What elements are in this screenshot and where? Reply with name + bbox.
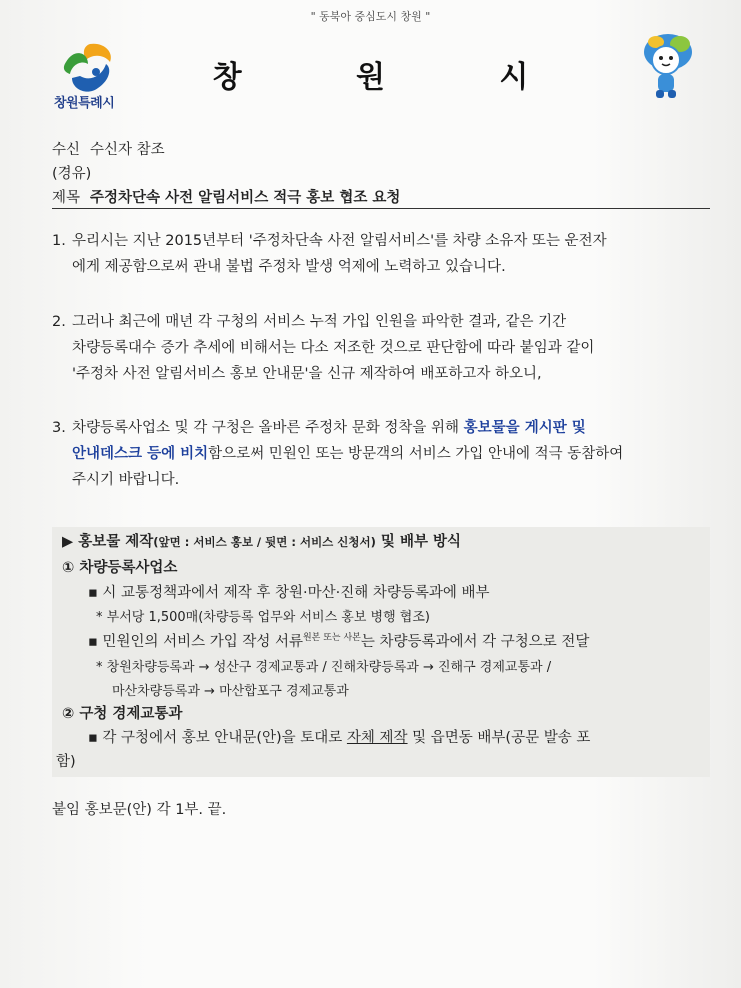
recipient-value: 수신자 참조 xyxy=(90,142,165,158)
bullet-text: ▪ 민원인의 서비스 가입 작성 서류 xyxy=(88,634,303,650)
bullet-text: ▪ 각 구청에서 홍보 안내문(안)을 토대로 xyxy=(88,730,347,746)
paragraph-line: 차량등록대수 증가 추세에 비해서는 다소 저조한 것으로 판단함에 따라 붙임과 같이 xyxy=(72,340,595,356)
paragraph-line xyxy=(72,441,717,467)
paragraph-line: '주정차 사전 알림서비스 홍보 안내문'을 신규 제작하여 배포하고자 하오니, xyxy=(72,366,542,382)
subject-line xyxy=(52,186,708,207)
subject-value: 주정차단속 사전 알림서비스 적극 홍보 협조 요청 xyxy=(90,190,401,206)
recipient-line xyxy=(52,138,165,159)
section-1-bullet-1: ▪ 시 교통정책과에서 제작 후 창원·마산·진해 차량등록과에 배부 xyxy=(88,585,490,601)
subject-divider xyxy=(52,208,710,209)
paragraph-3 xyxy=(52,415,717,493)
paragraph-line xyxy=(72,415,717,441)
section-2-bullet-1 xyxy=(88,726,590,747)
recipient-label: 수신 xyxy=(52,142,81,158)
attachment-line: 붙임 홍보문(안) 각 1부. 끝. xyxy=(52,802,227,818)
bullet-text: 및 읍면동 배부(공문 발송 포 xyxy=(407,730,591,746)
bullet-text: 는 차량등록과에서 각 구청으로 전달 xyxy=(360,634,590,650)
bullet-superscript: 원본 또는 사본 xyxy=(302,633,361,644)
section-2-title: ② 구청 경제교통과 xyxy=(62,706,183,722)
box-heading xyxy=(62,530,461,551)
paragraph-number: 2. xyxy=(52,314,66,330)
underlined-text: 자체 제작 xyxy=(346,730,408,746)
org-title: 창 원 시 xyxy=(212,60,581,95)
paragraph-line: 에게 제공함으로써 관내 불법 주정차 발생 억제에 노력하고 있습니다. xyxy=(72,259,506,275)
logo-caption: 창원특례시 xyxy=(54,96,115,111)
paragraph-number: 3. xyxy=(52,420,66,436)
paragraph-text: 함으로써 민원인 또는 방문객의 서비스 가입 안내에 적극 동참하여 xyxy=(208,446,624,462)
section-2-bullet-1-cont: 함) xyxy=(56,754,76,770)
paragraph-number: 1. xyxy=(52,233,66,249)
highlight-text: 홍보물을 게시판 및 xyxy=(463,420,586,436)
mascot-icon xyxy=(636,30,701,102)
subject-label: 제목 xyxy=(52,190,81,206)
paragraph-line: 우리시는 지난 2015년부터 '주정차단속 사전 알림서비스'를 차량 소유자 또는 운전자 xyxy=(72,233,607,249)
section-1-note-1: * 부서당 1,500매(차량등록 업무와 서비스 홍보 병행 협조) xyxy=(96,610,430,625)
paragraph-line: 주시기 바랍니다. xyxy=(72,472,180,488)
box-heading-tail: 및 배부 방식 xyxy=(375,534,462,550)
section-1-bullet-2 xyxy=(88,630,589,651)
section-1-note-2: * 창원차량등록과 → 성산구 경제교통과 / 진해차량등록과 → 진해구 경제교통과 / xyxy=(96,660,552,675)
box-heading-main: ▶ 홍보물 제작 xyxy=(62,534,154,550)
paragraph-text: 차량등록사업소 및 각 구청은 올바른 주정차 문화 정착을 위해 xyxy=(72,420,464,436)
paragraph-2 xyxy=(52,309,717,387)
via-line: (경유) xyxy=(52,166,92,182)
slogan: " 동북아 중심도시 창원 " xyxy=(310,10,431,23)
section-1-title: ① 차량등록사업소 xyxy=(62,560,178,576)
paragraph-line: 그러나 최근에 매년 각 구청의 서비스 누적 가입 인원을 파악한 결과, 같은 기간 xyxy=(72,314,567,330)
paragraph-1 xyxy=(52,228,717,280)
highlight-text: 안내데스크 등에 비치 xyxy=(72,446,209,462)
section-1-note-3: 마산차량등록과 → 마산합포구 경제교통과 xyxy=(112,684,349,699)
box-heading-note: (앞면 : 서비스 홍보 / 뒷면 : 서비스 신청서) xyxy=(153,535,376,549)
